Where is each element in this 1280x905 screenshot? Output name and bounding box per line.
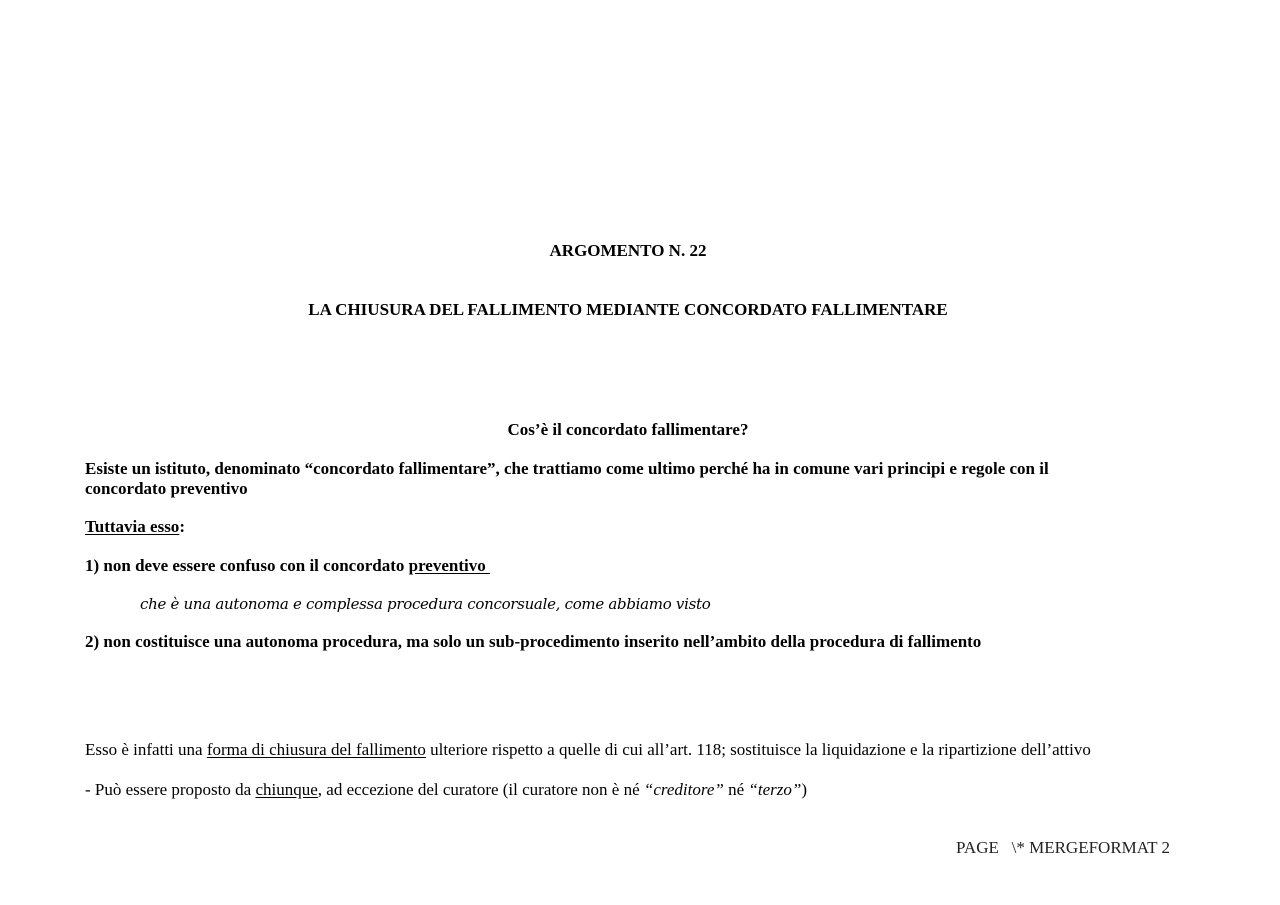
- page-number-field: PAGE \* MERGEFORMAT 2: [956, 838, 1170, 857]
- point-1-underlined: preventivo: [408, 556, 490, 575]
- intro-paragraph: [85, 459, 1049, 499]
- tuttavia-label: Tuttavia esso: [85, 517, 180, 536]
- para-2-prefix: - Può essere proposto da: [85, 780, 256, 799]
- para-2-terzo: “terzo”: [748, 780, 802, 799]
- para-1-underlined: forma di chiusura del fallimento: [206, 740, 426, 759]
- tuttavia-line: [85, 517, 185, 537]
- document-title: LA CHIUSURA DEL FALLIMENTO MEDIANTE CONCORDATO FALLIMENTARE: [308, 300, 948, 319]
- topic-number-heading: ARGOMENTO N. 22: [549, 241, 707, 260]
- para-1-prefix: Esso è infatti una: [85, 740, 207, 759]
- paragraph-closure-form: [85, 740, 1091, 760]
- para-2-end: ): [801, 780, 808, 799]
- tuttavia-colon: :: [179, 517, 185, 536]
- intro-line-1: Esiste un istituto, denominato “concordato fallimentare”, che trattiamo come ultimo perché ha in comune vari principi e regole con il: [85, 459, 1049, 478]
- para-2-mid2: né: [723, 780, 749, 799]
- para-2-creditore: “creditore”: [643, 780, 724, 799]
- point-1-note: che è una autonoma e complessa procedura concorsuale, come abbiamo visto: [140, 595, 711, 613]
- para-2-underlined: chiunque: [255, 780, 318, 799]
- intro-line-2: concordato preventivo: [85, 479, 248, 498]
- point-1-text: 1) non deve essere confuso con il concordato: [85, 556, 409, 575]
- section-question-heading: Cos’è il concordato fallimentare?: [507, 420, 749, 439]
- point-2: 2) non costituisce una autonoma procedura, ma solo un sub-procedimento inserito nell’ambito della procedura di fallimento: [85, 632, 982, 651]
- para-1-suffix: ulteriore rispetto a quelle di cui all’art. 118; sostituisce la liquidazione e la ripartizione dell’attivo: [425, 740, 1091, 759]
- para-2-mid: , ad eccezione del curatore (il curatore non è né: [317, 780, 644, 799]
- paragraph-proposer: [85, 780, 807, 800]
- point-1: [85, 556, 490, 576]
